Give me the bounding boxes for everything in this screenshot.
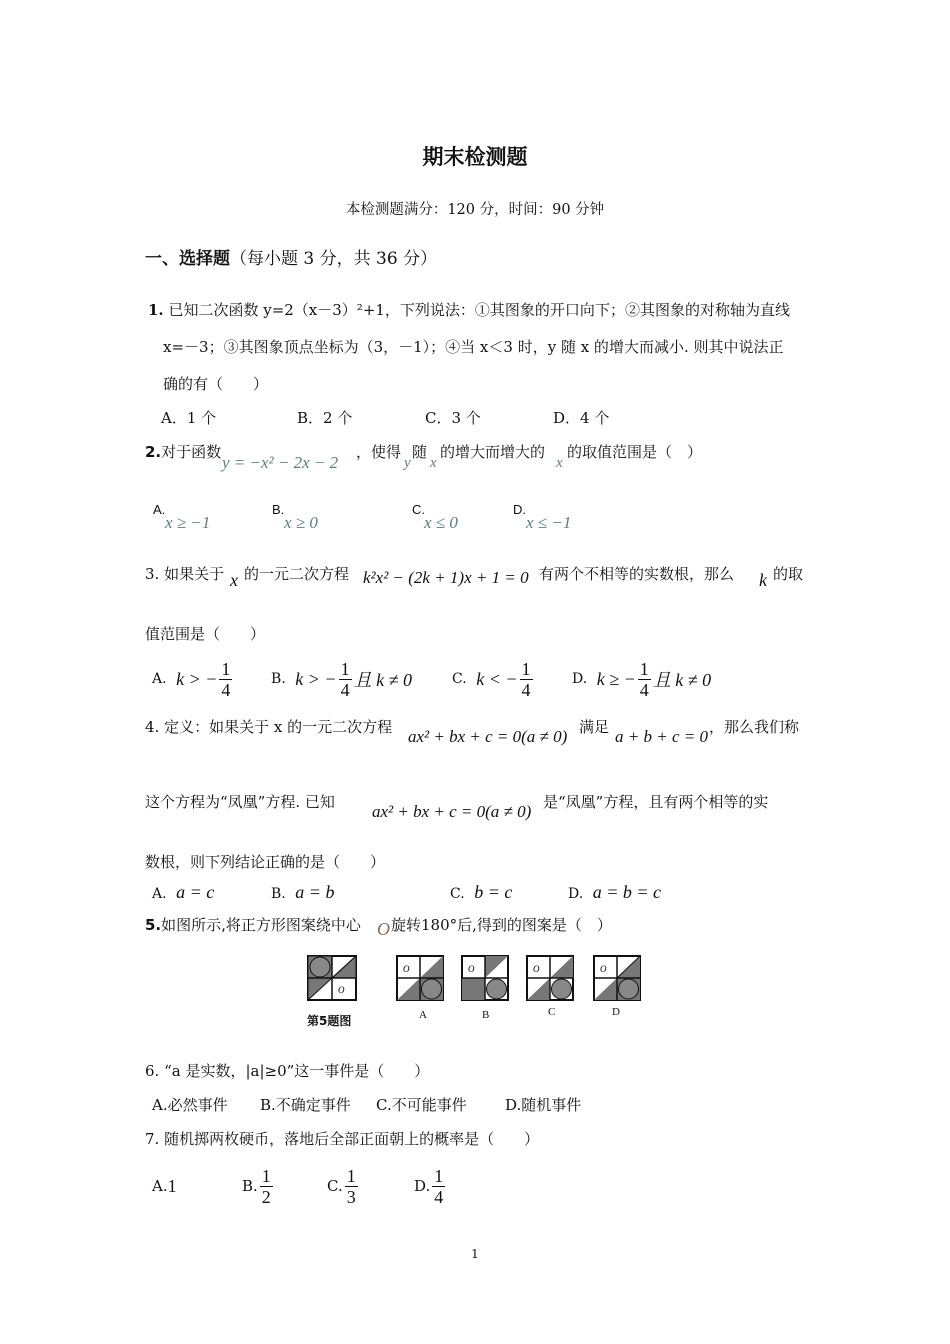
q7-option-d: D. $\frac{1}{4}$ (414, 1165, 444, 1207)
q2-x2: x (556, 455, 563, 471)
q5-label-c: C (548, 1006, 556, 1018)
q5-label-b: B (482, 1009, 490, 1021)
q1-option-c: C．3 个 (425, 409, 481, 427)
q6-question: 6. “a 是实数，|a|≥0”这一事件是（ ） (145, 1062, 430, 1080)
page-title: 期末检测题 (422, 145, 528, 169)
q2-option-d-label: D. (513, 502, 526, 517)
q4-option-b: B. a = b (271, 882, 335, 902)
q3-option-c: C. k < − $\frac{1}{4}$ (452, 658, 531, 700)
q7-option-c: C. $\frac{1}{3}$ (327, 1165, 356, 1207)
q1-option-d: D．4 个 (553, 409, 610, 427)
q3-option-d: D. k ≥ − $\frac{1}{4}$ 且 k ≠ 0 (572, 658, 712, 700)
q1-option-b: B．2 个 (297, 409, 353, 427)
q2-text3: 的增大而增大的 (440, 443, 546, 461)
q5-figure-caption: 第5题图 (307, 1014, 352, 1028)
q6-option-a: A.必然事件 (152, 1096, 228, 1114)
q2-option-a-label: A. (153, 502, 166, 517)
q2-option-d: x ≤ −1 (526, 513, 572, 532)
q5-choice-b (462, 956, 508, 1000)
q6-option-b: B.不确定事件 (260, 1096, 351, 1114)
svg-text:O: O (468, 964, 475, 974)
q3-text4: 的取 (773, 565, 804, 583)
q3-text1: 3. 如果关于 (145, 565, 225, 583)
q1-option-a: A．1 个 (161, 409, 217, 427)
q3-line2: 值范围是（ ） (145, 625, 266, 643)
q4-option-a: A. a = c (152, 882, 215, 902)
q2-y: y (404, 455, 411, 471)
q2-option-c-label: C. (412, 502, 425, 517)
q6-option-c: C.不可能事件 (376, 1096, 467, 1114)
q4-line2b: 是“凤凰”方程，且有两个相等的实 (543, 793, 769, 811)
q4-text3: ，那么我们称 (709, 718, 800, 736)
q2-formula: y = −x² − 2x − 2 (222, 453, 339, 472)
q1-line2: x=－3；③其图象顶点坐标为（3，－1）；④当 x＜3 时，y 随 x 的增大而减小. 则其中说法正 (163, 338, 784, 356)
q4-equation: ax² + bx + c = 0(a ≠ 0) (408, 727, 568, 746)
q3-equation: k²x² − (2k + 1)x + 1 = 0 (363, 568, 529, 587)
q3-k: k (759, 570, 767, 590)
q5-o: O (377, 919, 390, 939)
q6-option-d: D.随机事件 (505, 1096, 582, 1114)
section-heading (145, 244, 437, 269)
q4-line3: 数根，则下列结论正确的是（ ） (145, 853, 386, 871)
q5-text1: 5.如图所示,将正方形图案绕中心 (145, 916, 361, 934)
q4-option-c: C. b = c (450, 882, 513, 902)
exam-info: 本检测题满分：120 分，时间：90 分钟 (345, 202, 605, 218)
q7-option-b: B. $\frac{1}{2}$ (242, 1165, 271, 1207)
q3-option-a: A. k > − $\frac{1}{4}$ (152, 658, 231, 700)
q2-prefix: 2.对于函数 (145, 443, 222, 461)
q1-line1: 1. 已知二次函数 y=2（x－3）²+1，下列说法：①其图象的开口向下；②其图象的对称轴为直线 (148, 301, 790, 319)
q2-option-c: x ≤ 0 (424, 513, 458, 532)
q2-text1: ，使得 (356, 443, 402, 461)
svg-text:O: O (403, 964, 410, 974)
q1-line3: 确的有（ ） (163, 375, 269, 393)
svg-text:O: O (338, 985, 345, 995)
q7-option-a: A. 1 (152, 1175, 177, 1196)
q2-text4: 的取值范围是（ ） (567, 443, 703, 461)
q3-text2: 的一元二次方程 (244, 565, 350, 583)
q4-text2: 满足 (579, 718, 610, 736)
page-number: 1 (471, 1247, 479, 1261)
q4-option-d: D. a = b = c (568, 882, 662, 902)
q5-label-d: D (612, 1006, 620, 1018)
section-note: （每小题 3 分，共 36 分） (230, 249, 438, 269)
q5-original-figure (308, 956, 356, 1000)
q5-text2: 旋转180°后,得到的图案是（ ） (391, 916, 612, 934)
q5-label-a: A (419, 1009, 427, 1021)
q2-x: x (430, 455, 437, 471)
q4-equation2: ax² + bx + c = 0(a ≠ 0) (372, 802, 532, 821)
q4-text1: 4. 定义：如果关于 x 的一元二次方程 (145, 718, 393, 736)
section-name: 一、选择题 (145, 249, 230, 269)
q7-question: 7. 随机掷两枚硬币，落地后全部正面朝上的概率是（ ） (145, 1130, 540, 1148)
q3-text3: 有两个不相等的实数根，那么 (539, 565, 735, 583)
svg-text:O: O (600, 964, 607, 974)
q2-option-b: x ≥ 0 (284, 513, 318, 532)
q2-option-b-label: B. (272, 502, 285, 517)
svg-text:O: O (533, 964, 540, 974)
q5-choice-a (397, 956, 443, 1000)
q2-text2: 随 (412, 443, 428, 461)
q5-figures (305, 953, 650, 1031)
q4-line2a: 这个方程为“凤凰”方程. 已知 (145, 793, 335, 811)
q5-choice-d (594, 956, 640, 1000)
q5-choice-c (527, 956, 573, 1000)
q3-option-b: B. k > − $\frac{1}{4}$ 且 k ≠ 0 (271, 658, 412, 700)
q4-condition: a + b + c = 0 (615, 727, 708, 746)
q3-x: x (230, 570, 238, 590)
q2-option-a: x ≥ −1 (165, 513, 211, 532)
